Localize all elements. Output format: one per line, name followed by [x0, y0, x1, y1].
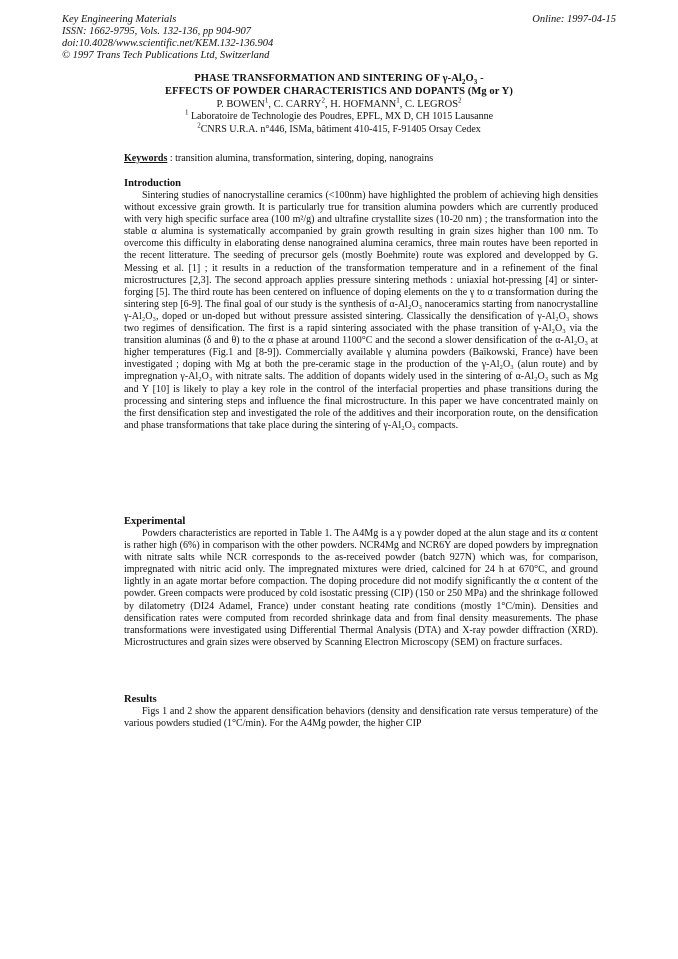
author-name: P. BOWEN [216, 99, 265, 110]
author-list: P. BOWEN$^1$, C. CARRY$^2$, H. HOFMANN$^1$, C. LEGROS$^2$ [216, 96, 462, 110]
paper-title-line-1: PHASE TRANSFORMATION AND SINTERING OF $\gamma-Al_2O_3$ - [194, 73, 484, 87]
experimental-section [124, 515, 598, 649]
author-name: H. HOFMANN [330, 99, 397, 110]
affiliation-1: $^1$ Laboratoire de Technologie des Poudres, EPFL, MX D, CH 1015 Lausanne [184, 108, 494, 122]
online-date: Online: 1997-04-15 [532, 14, 616, 25]
issn-line: ISSN: 1662-9795, Vols. 132-136, pp 904-907 [62, 26, 251, 37]
journal-header [62, 14, 273, 62]
keywords-text: : transition alumina, transformation, sintering, doping, nanograins [167, 153, 434, 164]
copyright-line: © 1997 Trans Tech Publications Ltd, Switzerland [62, 50, 270, 61]
section-heading: Results [124, 694, 157, 705]
keywords-label: Keywords [124, 153, 168, 164]
paper-title-line-2: EFFECTS OF POWDER CHARACTERISTICS AND DOPANTS (Mg or Y) [165, 86, 513, 97]
section-heading: Introduction [124, 178, 181, 189]
experimental-paragraph: Powders characteristics are reported in Table 1. The A4Mg is a γ powder doped at the alun stage and its α content is rather high (6%) in comparison with the other powders. NCR4Mg and NCR6Y are doped powders by impregnation with nitrate salts while NCR corresponds to the as-received powder (batch 927N) which was, for comparison, impregnated with nitric acid only. The impregnated mixtures were dried, calcined for 24 h at 670°C, and ground lightly in an agate mortar before compaction. The doping procedure did not modify significantly the α content of the powder. Green compacts were produced by cold isostatic pressing (CIP) (150 or 250 MPa) and the shrinkage followed by dilatometry (DI24 Adamel, France) under constant heating rate conditions (mostly 1°C/min). Densities and densification rates were computed from recorded shrinkage data and from final density measurements. The phase transformations were investigated using Differential Thermal Analysis (DTA) and X-ray powder diffraction (XRD). Microstructures and grain sizes were observed by Scanning Electron Microscopy (SEM) on fracture surfaces. [124, 528, 598, 648]
journal-name: Key Engineering Materials [62, 14, 177, 25]
introduction-section [124, 177, 598, 432]
title-block [120, 72, 558, 136]
affiliation-2: $^2$CNRS U.R.A. n°446, ISMa, bâtiment 410-415, F-91405 Orsay Cedex [197, 121, 481, 135]
author-name: C. CARRY [273, 99, 322, 110]
author-name: C. LEGROS [404, 99, 459, 110]
introduction-paragraph: Sintering studies of nanocrystalline ceramics (<100nm) have highlighted the problem of achieving high densities without excessive grain growth. It is particularly true for transition alumina powders which are currently produced with very high specific surface area (100 m²/g) and ultrafine crystallite sizes (10-20 nm) ; the transformation into the stable α alumina is systematically accompanied by grain growth resulting in grain sizes higher than 100 nm. To overcome this difficulty in elaborating dense nanograined alumina ceramics, three main routes have been reported in the recent litterature. The seeding of precursor gels (mostly Boehmite) route was explored and developped by G. Messing et al. [1] ; it results in a reduction of the transformation temperature and in a refinement of the final microstructures [2,3]. The second approach applies pressure sintering methods : uniaxial hot-pressing [4] or sinter-forging [5]. The third route has been centered on influence of doping elements on the γ to α transformation during the sintering step [6-9]. The final goal of our study is the synthesis of α-Al₂O₃ nanoceramics starting from nanocrystalline γ-Al₂O₃, doped or un-doped but without pressure assisted sintering. Classically the densification of γ-Al₂O₃ shows two regimes of densification. The first is a rapid sintering associated with the phase transition of γ-Al₂O₃ via the transition aluminas (δ and θ) to the α phase at around 1100°C and the second a slower densification of the α-Al₂O₃ at higher temperatures (Fig.1 and [8-9]). Commercially available γ alumina powders (Baïkowski, France) have been investigated ; doping with Mg at both the pre-ceramic stage in the production of the γ-Al₂O₃ (alun route) and by impregnation γ-Al₂O₃ with nitrate salts. The addition of dopants widely used in the sintering of α-Al₂O₃ such as Mg and Y [10] is likely to play a key role in the control of the interfacial properties and phase transitions during the processing and sintering steps and influence the final microstructure. In this paper we have concentrated mainly on the first densification step and investigated the role of the additives and their incorporation route, on the densification and phase transformations that take place during the sintering of γ-Al₂O₃ compacts. [124, 190, 598, 431]
keywords-line [124, 153, 433, 164]
results-paragraph: Figs 1 and 2 show the apparent densification behaviors (density and densification rate versus temperature) of the various powders studied (1°C/min). For the A4Mg powder, the higher CIP [124, 706, 598, 730]
doi-line: doi:10.4028/www.scientific.net/KEM.132-136.904 [62, 38, 274, 49]
results-section [124, 693, 598, 730]
section-heading: Experimental [124, 516, 186, 527]
